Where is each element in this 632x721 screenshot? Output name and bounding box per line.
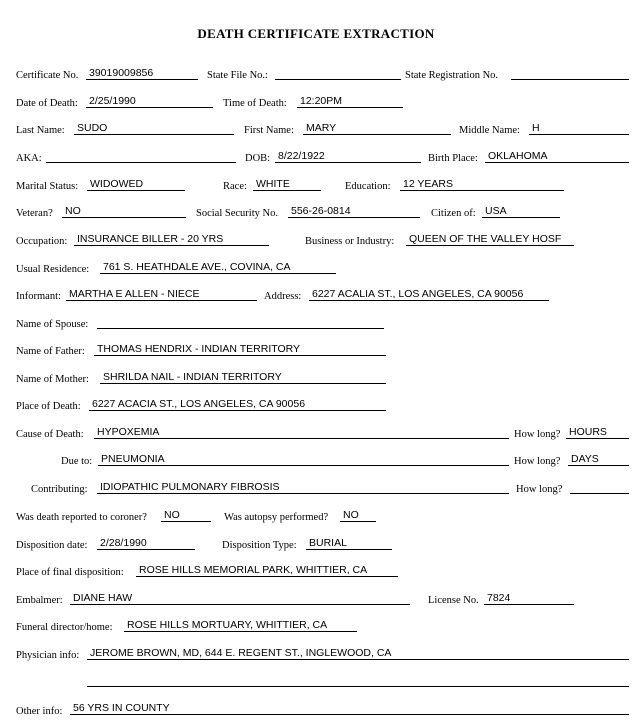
license-no-label: License No. xyxy=(428,595,479,606)
aka-label: AKA: xyxy=(16,153,42,164)
contributing-how-long-field xyxy=(570,481,629,494)
veteran-field: NO xyxy=(62,205,186,218)
ssn-field: 556-26-0814 xyxy=(288,205,420,218)
coroner-field: NO xyxy=(161,509,211,522)
cause-how-long-field: HOURS xyxy=(566,426,629,439)
mother-label: Name of Mother: xyxy=(16,374,89,385)
occupation-label: Occupation: xyxy=(16,236,68,247)
license-no-field: 7824 xyxy=(484,592,574,605)
usual-residence-label: Usual Residence: xyxy=(16,264,90,275)
physician-label: Physician info: xyxy=(16,650,80,661)
final-disposition-label: Place of final disposition: xyxy=(16,567,124,578)
disposition-type-label: Disposition Type: xyxy=(222,540,297,551)
document-title: DEATH CERTIFICATE EXTRACTION xyxy=(197,26,435,41)
education-label: Education: xyxy=(345,181,391,192)
place-of-death-label: Place of Death: xyxy=(16,401,81,412)
state-file-no-label: State File No.: xyxy=(207,70,268,81)
time-of-death-label: Time of Death: xyxy=(223,98,287,109)
first-name-field: MARY xyxy=(303,122,451,135)
usual-residence-field: 761 S. HEATHDALE AVE., COVINA, CA xyxy=(100,261,336,274)
cause-how-long-label: How long? xyxy=(514,429,561,440)
state-registration-no-field xyxy=(511,67,629,80)
informant-field: MARTHA E ALLEN - NIECE xyxy=(66,288,257,301)
due-to-field: PNEUMONIA xyxy=(98,453,509,466)
embalmer-label: Embalmer: xyxy=(16,595,63,606)
race-label: Race: xyxy=(223,181,247,192)
citizen-of-field: USA xyxy=(482,205,560,218)
marital-status-label: Marital Status: xyxy=(16,181,79,192)
physician-field-line2 xyxy=(87,674,629,687)
disposition-date-label: Disposition date: xyxy=(16,540,88,551)
autopsy-label: Was autopsy performed? xyxy=(224,512,329,523)
autopsy-field: NO xyxy=(340,509,376,522)
date-of-death-field: 2/25/1990 xyxy=(86,95,213,108)
dob-label: DOB: xyxy=(245,153,271,164)
spouse-label: Name of Spouse: xyxy=(16,319,89,330)
final-disposition-field: ROSE HILLS MEMORIAL PARK, WHITTIER, CA xyxy=(136,564,398,577)
cause-of-death-field: HYPOXEMIA xyxy=(94,426,509,439)
date-of-death-label: Date of Death: xyxy=(16,98,78,109)
address-label: Address: xyxy=(264,291,302,302)
funeral-home-label: Funeral director/home: xyxy=(16,622,113,633)
contributing-label: Contributing: xyxy=(31,484,88,495)
father-label: Name of Father: xyxy=(16,346,85,357)
middle-name-label: Middle Name: xyxy=(459,125,520,136)
funeral-home-field: ROSE HILLS MORTUARY, WHITTIER, CA xyxy=(124,619,357,632)
birth-place-field: OKLAHOMA xyxy=(485,150,629,163)
due-how-long-field: DAYS xyxy=(568,453,629,466)
certificate-no-field: 39019009856 xyxy=(86,67,198,80)
due-to-label: Due to: xyxy=(61,456,93,467)
informant-label: Informant: xyxy=(16,291,61,302)
citizen-of-label: Citizen of: xyxy=(431,208,476,219)
first-name-label: First Name: xyxy=(244,125,294,136)
race-field: WHITE xyxy=(253,178,321,191)
state-file-no-field xyxy=(275,67,401,80)
embalmer-field: DIANE HAW xyxy=(70,592,410,605)
marital-status-field: WIDOWED xyxy=(87,178,185,191)
veteran-label: Veteran? xyxy=(16,208,53,219)
business-label: Business or Industry: xyxy=(305,236,395,247)
contributing-how-long-label: How long? xyxy=(516,484,563,495)
contributing-field: IDIOPATHIC PULMONARY FIBROSIS xyxy=(97,481,509,494)
due-how-long-label: How long? xyxy=(514,456,561,467)
occupation-field: INSURANCE BILLER - 20 YRS xyxy=(74,233,269,246)
state-registration-no-label: State Registration No. xyxy=(405,70,499,81)
physician-field: JEROME BROWN, MD, 644 E. REGENT ST., INGLEWOOD, CA xyxy=(87,647,629,660)
other-info-label: Other info: xyxy=(16,706,63,717)
spouse-field xyxy=(97,316,384,329)
last-name-field: SUDO xyxy=(74,122,234,135)
other-info-field: 56 YRS IN COUNTY xyxy=(70,702,629,715)
address-field: 6227 ACALIA ST., LOS ANGELES, CA 90056 xyxy=(309,288,549,301)
dob-field: 8/22/1922 xyxy=(275,150,421,163)
education-field: 12 YEARS xyxy=(400,178,564,191)
ssn-label: Social Security No. xyxy=(196,208,278,219)
time-of-death-field: 12:20PM xyxy=(297,95,403,108)
father-field: THOMAS HENDRIX - INDIAN TERRITORY xyxy=(94,343,386,356)
place-of-death-field: 6227 ACACIA ST., LOS ANGELES, CA 90056 xyxy=(89,398,386,411)
business-field: QUEEN OF THE VALLEY HOSF xyxy=(406,233,574,246)
coroner-label: Was death reported to coroner? xyxy=(16,512,147,523)
disposition-date-field: 2/28/1990 xyxy=(97,537,195,550)
middle-name-field: H xyxy=(529,122,629,135)
last-name-label: Last Name: xyxy=(16,125,65,136)
aka-field xyxy=(46,150,236,163)
mother-field: SHRILDA NAIL - INDIAN TERRITORY xyxy=(100,371,386,384)
certificate-no-label: Certificate No. xyxy=(16,70,79,81)
birth-place-label: Birth Place: xyxy=(428,153,478,164)
cause-of-death-label: Cause of Death: xyxy=(16,429,84,440)
disposition-type-field: BURIAL xyxy=(306,537,392,550)
